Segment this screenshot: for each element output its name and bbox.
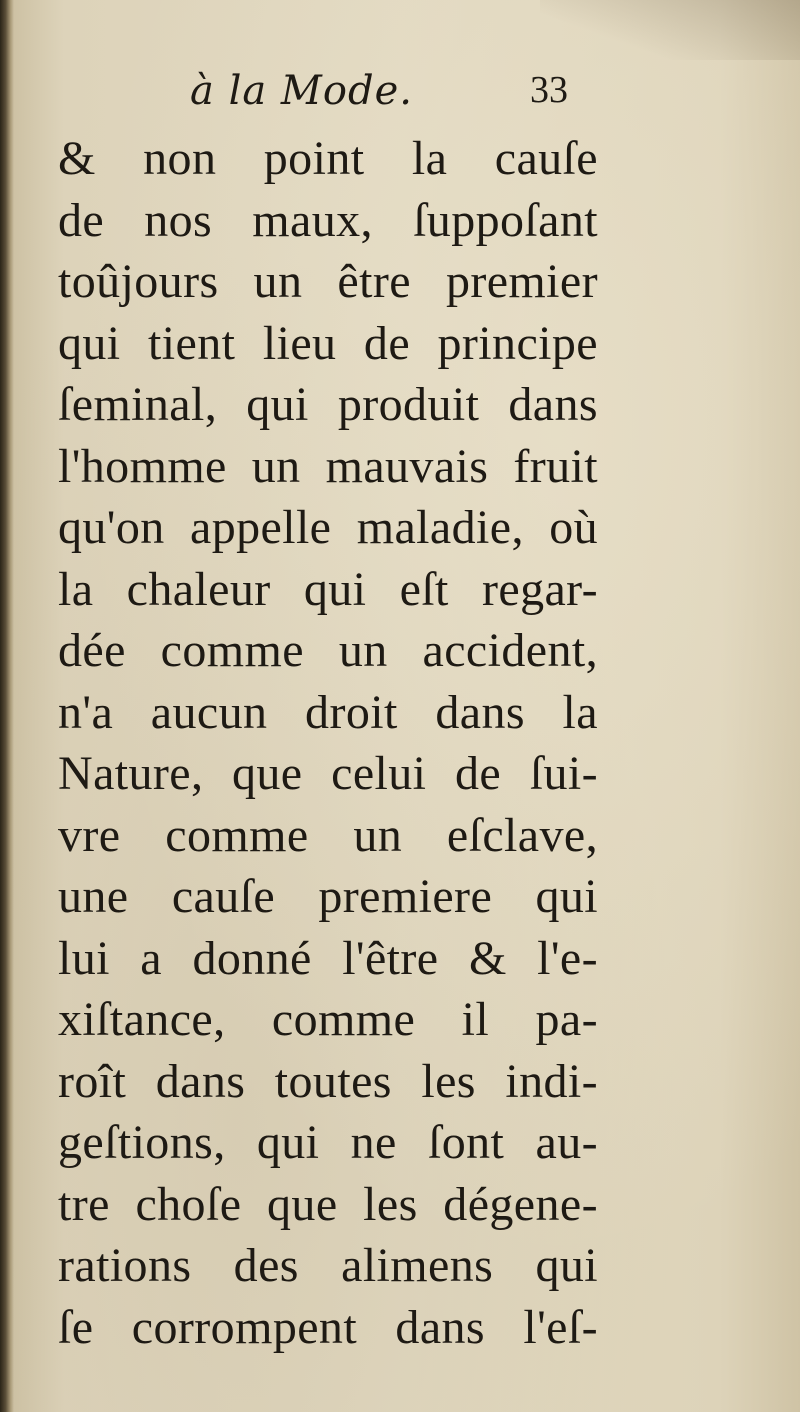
text-line-15: xiſtance, comme il pa- — [58, 993, 598, 1046]
text-line-17: geſtions, qui ne ſont au- — [58, 1116, 598, 1169]
body-text — [58, 128, 598, 1358]
text-line-16: roît dans toutes les indi- — [58, 1054, 598, 1108]
text-line-8: la chaleur qui eſt regar- — [58, 562, 598, 616]
text-line-2: de nos maux, ſuppoſant — [58, 193, 598, 247]
page-corner-shadow — [540, 0, 800, 60]
text-line-6: l'homme un mauvais fruit — [58, 439, 598, 493]
text-line-4: qui tient lieu de principe — [58, 316, 598, 370]
text-line-1: & non point la cauſe — [58, 132, 598, 185]
text-line-14: lui a donné l'être & l'e- — [58, 931, 598, 985]
text-line-9: dée comme un accident, — [58, 624, 598, 677]
text-line-20: ſe corrompent dans l'eſ- — [58, 1300, 598, 1354]
text-line-12: vre comme un eſclave, — [58, 808, 598, 862]
page-header — [0, 68, 800, 128]
text-line-5: ſeminal, qui produit dans — [58, 378, 598, 431]
running-title: à la Mode. — [190, 68, 413, 114]
text-line-19: rations des alimens qui — [58, 1239, 598, 1292]
page-binding-edge — [0, 0, 14, 1412]
text-line-11: Nature, que celui de ſui- — [58, 747, 598, 800]
text-line-7: qu'on appelle maladie, où — [58, 501, 598, 554]
text-line-10: n'a aucun droit dans la — [58, 685, 598, 739]
page-number: 33 — [530, 69, 568, 111]
text-line-3: toûjours un être premier — [58, 255, 598, 308]
text-line-18: tre choſe que les dégene- — [58, 1177, 598, 1231]
text-line-13: une cauſe premiere qui — [58, 870, 598, 923]
